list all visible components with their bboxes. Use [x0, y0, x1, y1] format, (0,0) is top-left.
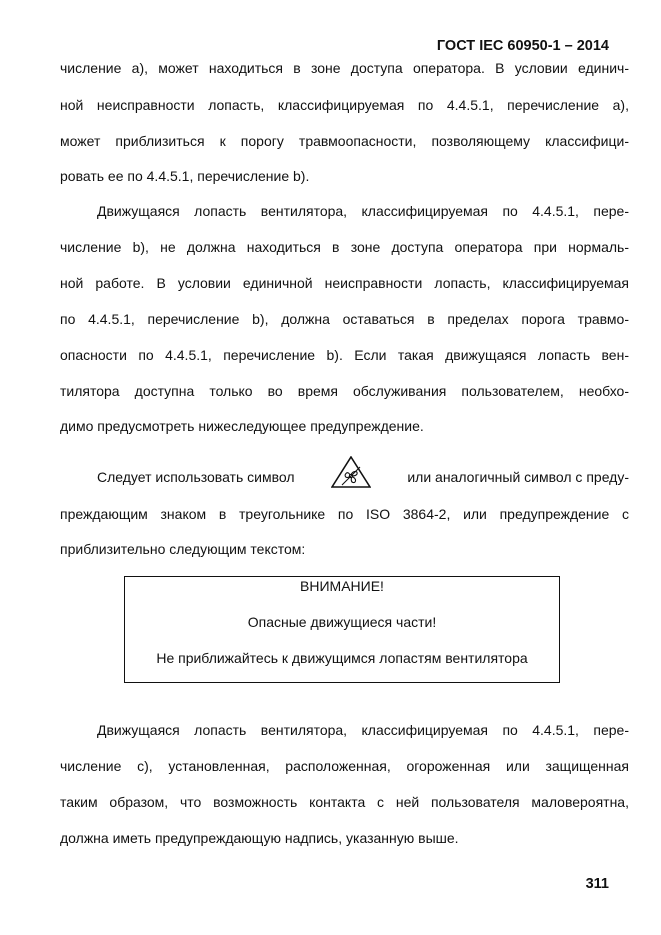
document-header: ГОСТ IEC 60950-1 – 2014 [436, 38, 609, 54]
paragraph-3-line-3: приблизительно следующим текстом: [60, 541, 306, 557]
paragraph-3-line-2: преждающим знаком в треугольнике по ISO 3864-2, или предупреждение с [60, 506, 629, 522]
paragraph-2-line-3: ной работе. В условии единичной неисправности лопасть, классифицируемая [60, 275, 629, 291]
paragraph-4-line-1: Движущаяся лопасть вентилятора, классифицируемая по 4.4.5.1, пере- [97, 722, 629, 738]
paragraph-2-line-4: по 4.4.5.1, перечисление b), должна оставаться в пределах порога травмо- [60, 311, 629, 327]
symbol-text-after: или аналогичный символ с преду- [407, 469, 629, 485]
paragraph-2-line-7: димо предусмотреть нижеследующее предупреждение. [60, 418, 424, 434]
paragraph-4-line-4: должна иметь предупреждающую надпись, указанную выше. [60, 830, 459, 846]
fan-warning-symbol-icon [331, 456, 371, 488]
paragraph-2-line-6: тилятора доступна только во время обслуживания пользователем, необхо- [60, 383, 629, 399]
symbol-text-before: Следует использовать символ [97, 469, 295, 485]
paragraph-1-line-4: ровать ее по 4.4.5.1, перечисление b). [60, 168, 310, 184]
paragraph-1-line-3: может приблизиться к порогу травмоопасности, позволяющему классифици- [60, 133, 629, 149]
paragraph-1-line-1: числение а), может находиться в зоне доступа оператора. В условии единич- [60, 60, 629, 76]
warning-text-2: Не приближайтесь к движущимся лопастям вентилятора [156, 650, 528, 666]
paragraph-2-line-2: числение b), не должна находиться в зоне доступа оператора при нормаль- [60, 239, 629, 255]
paragraph-4-line-3: таким образом, что возможность контакта с ней пользователя маловероятна, [60, 794, 629, 810]
paragraph-3-line-1 [97, 468, 629, 486]
paragraph-2-line-1: Движущаяся лопасть вентилятора, классифицируемая по 4.4.5.1, пере- [97, 203, 629, 219]
warning-box [124, 576, 560, 683]
paragraph-4-line-2: числение с), установленная, расположенная, огороженная или защищенная [60, 758, 629, 774]
paragraph-2-line-5: опасности по 4.4.5.1, перечисление b). Если такая движущаяся лопасть вен- [60, 347, 629, 363]
paragraph-1-line-2: ной неисправности лопасть, классифицируемая по 4.4.5.1, перечисление а), [60, 97, 629, 113]
warning-title: ВНИМАНИЕ! [300, 578, 384, 594]
page-number: 311 [585, 876, 609, 892]
warning-text-1: Опасные движущиеся части! [247, 614, 437, 630]
